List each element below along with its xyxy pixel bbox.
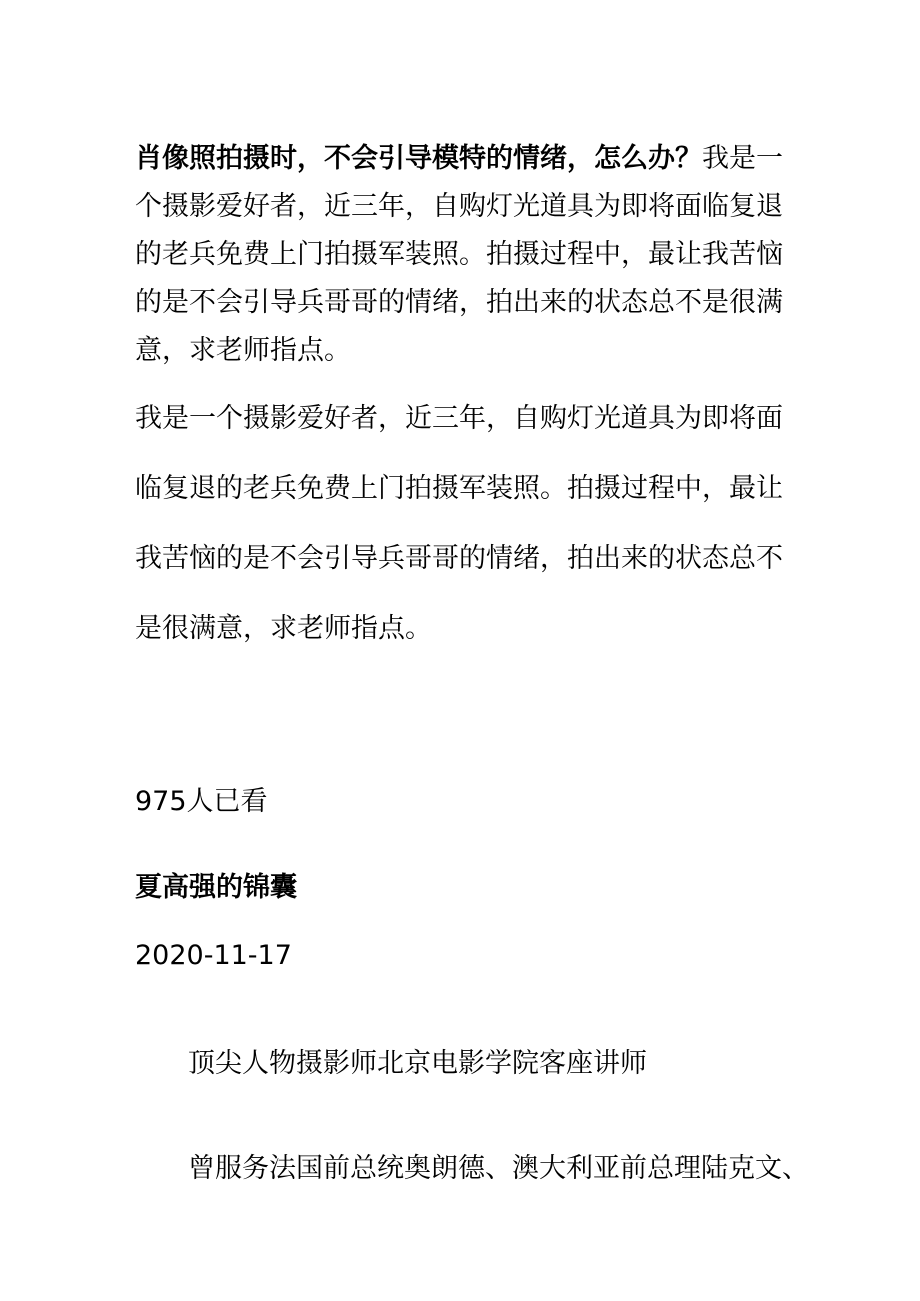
publish-date: 2020-11-17 xyxy=(135,940,292,971)
question-description: 我是一个摄影爱好者，近三年，自购灯光道具为即将面临复退的老兵免费上门拍摄军装照。拍摄过程中，最让我苦恼的是不会引导兵哥哥的情绪，拍出来的状态总不是很满意，求老师指点。 xyxy=(135,143,783,366)
bio-line-1: 顶尖人物摄影师北京电影学院客座讲师 xyxy=(188,1048,647,1079)
question-block xyxy=(135,135,785,375)
body-paragraph: 我是一个摄影爱好者，近三年，自购灯光道具为即将面临复退的老兵免费上门拍摄军装照。拍摄过程中，最让我苦恼的是不会引导兵哥哥的情绪，拍出来的状态总不是很满意，求老师指点。 xyxy=(135,403,783,644)
bio-line-2: 曾服务法国前总统奥朗德、澳大利亚前总理陆克文、 xyxy=(188,1153,809,1184)
question-title: 肖像照拍摄时，不会引导模特的情绪，怎么办？ xyxy=(135,143,702,174)
author-name: 夏高强的锦囊 xyxy=(135,872,297,903)
view-count: 975人已看 xyxy=(135,786,268,817)
